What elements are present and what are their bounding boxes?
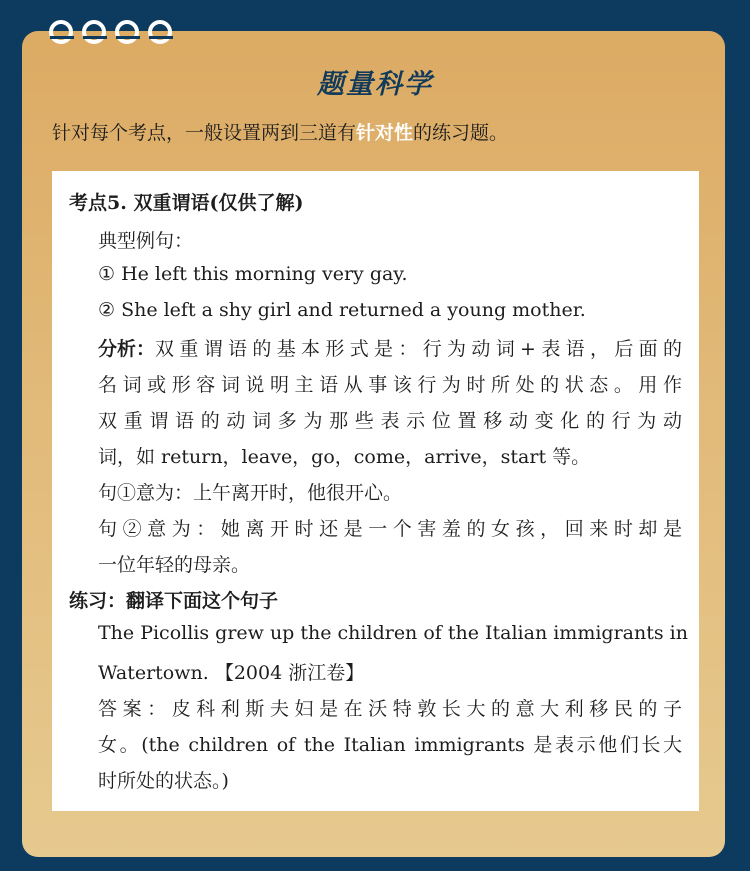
example-sentence-1: ① He left this morning very gay. [98,263,408,285]
exercise-line-2: Watertown. 【2004 浙江卷】 [98,662,365,684]
exam-point-heading: 考点5. 双重谓语(仅供了解) [69,192,304,214]
subtitle-text-pre: 针对每个考点，一般设置两到三道有 [52,122,357,144]
analysis-line-1 [98,334,682,361]
subtitle-highlight: 针对性 [356,122,414,144]
exam-point-panel [52,171,699,811]
exercise-line-1: The Picollis grew up the children of the Italian immigrants in [98,622,688,644]
exercise-heading: 练习：翻译下面这个句子 [69,590,279,612]
page-title: 题量科学 [317,69,433,100]
subtitle-text-post: 的练习题。 [413,122,509,144]
answer-line-1: 答案：皮科利斯夫妇是在沃特敦长大的意大利移民的子 [98,698,682,720]
subtitle [52,118,508,145]
analysis-text-1: 双重谓语的基本形式是：行为动词+表语，后面的 [155,338,682,360]
sentence-2-meaning-line-2: 一位年轻的母亲。 [98,554,251,576]
answer-line-3: 时所处的状态。) [98,770,229,792]
example-label: 典型例句： [98,230,194,252]
answer-line-2: 女。(the children of the Italian immigrants 是表示他们长大 [98,734,682,756]
analysis-line-2: 名词或形容词说明主语从事该行为时所处的状态。用作 [98,374,682,396]
sentence-2-meaning-line-1: 句②意为：她离开时还是一个害羞的女孩，回来时却是 [98,518,682,540]
analysis-line-4: 词，如 return，leave，go，come，arrive，start 等。 [98,446,591,468]
analysis-line-3: 双重谓语的动词多为那些表示位置移动变化的行为动 [98,410,682,432]
example-sentence-2: ② She left a shy girl and returned a young mother. [98,299,586,321]
sentence-1-meaning: 句①意为：上午离开时，他很开心。 [98,482,403,504]
analysis-label: 分析： [98,338,156,360]
binder-rings-icon [48,12,178,56]
